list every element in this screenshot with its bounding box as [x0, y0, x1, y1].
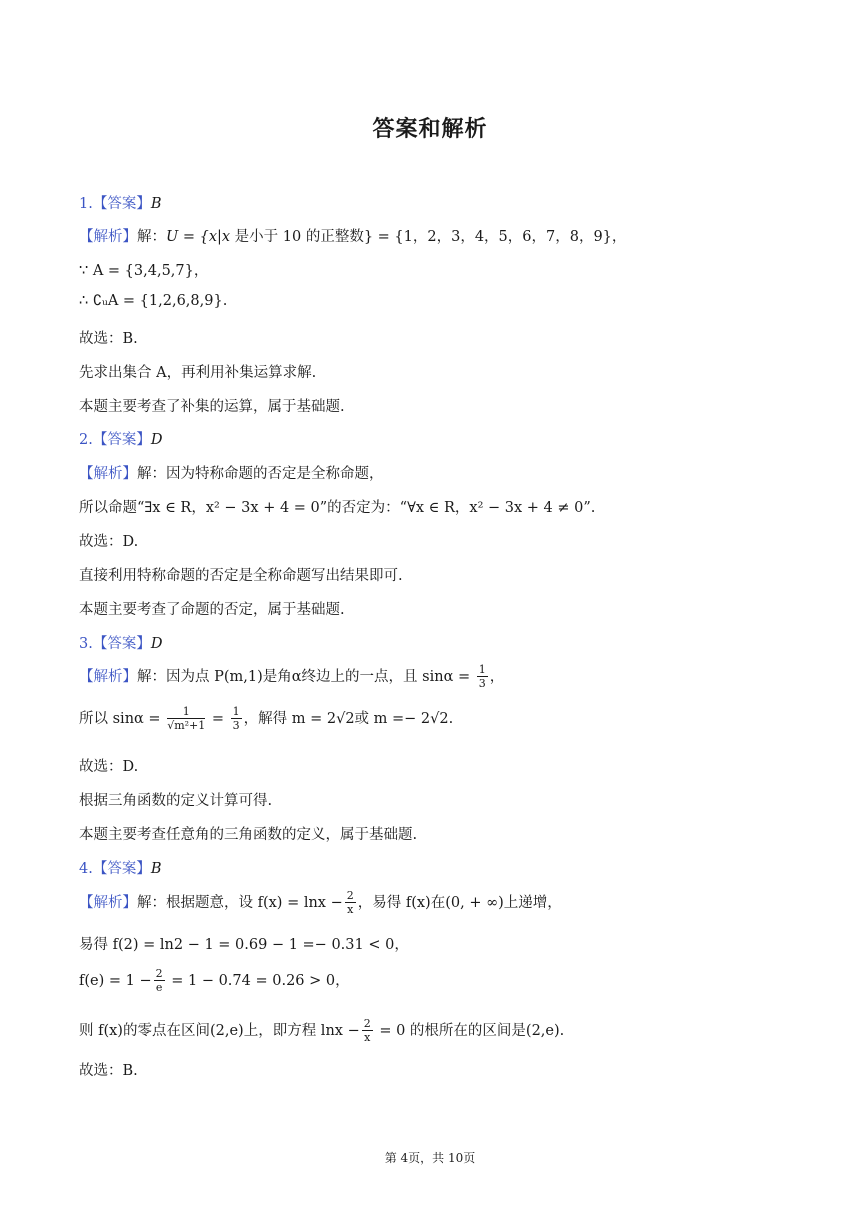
q4-text: = 1 − 0.74 = 0.26 > 0，: [166, 973, 350, 989]
q4-text: 解：根据题意，设 f(x) = lnx −: [137, 895, 343, 911]
q4-analysis-line-1: [79, 890, 562, 916]
q4-analysis-line-3: [79, 968, 350, 994]
q2-answer-line: [79, 428, 162, 449]
q3-text: 所以 sinα =: [79, 711, 166, 727]
q4-number: 4.: [79, 861, 93, 877]
q4-analysis-tag: 【解析】: [79, 895, 137, 911]
q1-analysis-line-3: ∴ ∁ᵤA = {1,2,6,8,9}.: [79, 293, 228, 309]
page-footer: 第 4页，共 10页: [384, 1151, 476, 1165]
q1-math: U = {x|x: [166, 229, 231, 245]
q3-analysis-line-4: 根据三角函数的定义计算可得.: [79, 793, 273, 809]
q1-answer-tag: 【答案】: [92, 196, 151, 212]
q4-text: = 0 的根所在的区间是(2,e).: [374, 1023, 565, 1039]
q2-answer-tag: 【答案】: [92, 432, 151, 448]
q3-answer: D: [150, 636, 163, 652]
fraction-denominator: 3: [232, 719, 240, 732]
q1-analysis-tag: 【解析】: [79, 229, 137, 245]
page-title: 答案和解析: [372, 117, 488, 142]
q3-text: ，: [489, 669, 505, 685]
q1-text: 解：: [137, 229, 166, 245]
q2-number: 2.: [79, 432, 93, 448]
fraction: [477, 664, 488, 690]
q3-analysis-line-1: [79, 664, 504, 690]
q3-text: =: [207, 711, 229, 727]
fraction-numerator: 2: [363, 1017, 371, 1030]
q1-answer: B: [150, 196, 162, 212]
fraction: [362, 1018, 373, 1044]
fraction-denominator: x: [364, 1031, 371, 1044]
q1-number: 1.: [79, 196, 93, 212]
q4-text: 则 f(x)的零点在区间(2,e)上，即方程 lnx −: [79, 1023, 360, 1039]
q3-text: ，解得 m = 2√2或 m =− 2√2.: [243, 711, 454, 727]
fraction: [231, 706, 242, 732]
q4-answer-tag: 【答案】: [92, 861, 151, 877]
fraction-denominator: x: [347, 903, 354, 916]
q4-analysis-line-5: 故选：B.: [79, 1063, 138, 1079]
q1-analysis-line-4: 故选：B.: [79, 331, 138, 347]
fraction-denominator: 3: [478, 677, 486, 690]
q1-analysis-line-6: 本题主要考查了补集的运算，属于基础题.: [79, 399, 345, 415]
fraction-numerator: 1: [167, 706, 205, 719]
q2-analysis-line-1: [79, 462, 384, 483]
fraction: [345, 890, 356, 916]
fraction-denominator: √m²+1: [167, 719, 206, 732]
q2-analysis-line-2: 所以命题“∃x ∈ R，x² − 3x + 4 = 0”的否定为：“∀x ∈ R，x² − 3x + 4 ≠ 0”.: [79, 500, 596, 516]
q2-analysis-line-5: 本题主要考查了命题的否定，属于基础题.: [79, 602, 345, 618]
q3-analysis-tag: 【解析】: [79, 669, 137, 685]
fraction-numerator: 2: [155, 967, 163, 980]
fraction-numerator: 2: [346, 889, 354, 902]
q3-answer-line: [79, 632, 162, 653]
q1-text: 是小于 10 的正整数} = {1，2，3，4，5，6，7，8，9}，: [230, 229, 627, 245]
q3-number: 3.: [79, 636, 93, 652]
q3-answer-tag: 【答案】: [92, 636, 151, 652]
fraction-denominator: e: [155, 981, 163, 994]
q4-text: f(e) = 1 −: [79, 973, 152, 989]
q2-text: 解：因为特称命题的否定是全称命题，: [137, 466, 384, 482]
q3-text: 解：因为点 P(m,1)是角α终边上的一点，且 sinα =: [137, 669, 475, 685]
fraction: [154, 968, 165, 994]
q4-analysis-line-4: [79, 1018, 564, 1044]
q3-analysis-line-3: 故选：D.: [79, 759, 139, 775]
q2-answer: D: [150, 432, 163, 448]
q1-answer-line: [79, 192, 162, 213]
q1-analysis-line-5: 先求出集合 A，再利用补集运算求解.: [79, 365, 317, 381]
q3-analysis-line-5: 本题主要考查任意角的三角函数的定义，属于基础题.: [79, 827, 418, 843]
q1-analysis-line-2: ∵ A = {3,4,5,7}，: [79, 263, 209, 279]
q2-analysis-line-4: 直接利用特称命题的否定是全称命题写出结果即可.: [79, 568, 403, 584]
q1-analysis-line-1: [79, 225, 626, 246]
fraction-numerator: 1: [478, 663, 486, 676]
q4-text: ，易得 f(x)在(0, + ∞)上递增，: [357, 895, 562, 911]
fraction-numerator: 1: [232, 705, 240, 718]
fraction: [167, 706, 205, 732]
q4-answer-line: [79, 857, 162, 878]
q3-analysis-line-2: [79, 706, 453, 732]
q2-analysis-line-3: 故选：D.: [79, 534, 139, 550]
q4-analysis-line-2: 易得 f(2) = ln2 − 1 = 0.69 − 1 =− 0.31 < 0，: [79, 937, 409, 953]
q2-analysis-tag: 【解析】: [79, 466, 137, 482]
q4-answer: B: [150, 861, 162, 877]
